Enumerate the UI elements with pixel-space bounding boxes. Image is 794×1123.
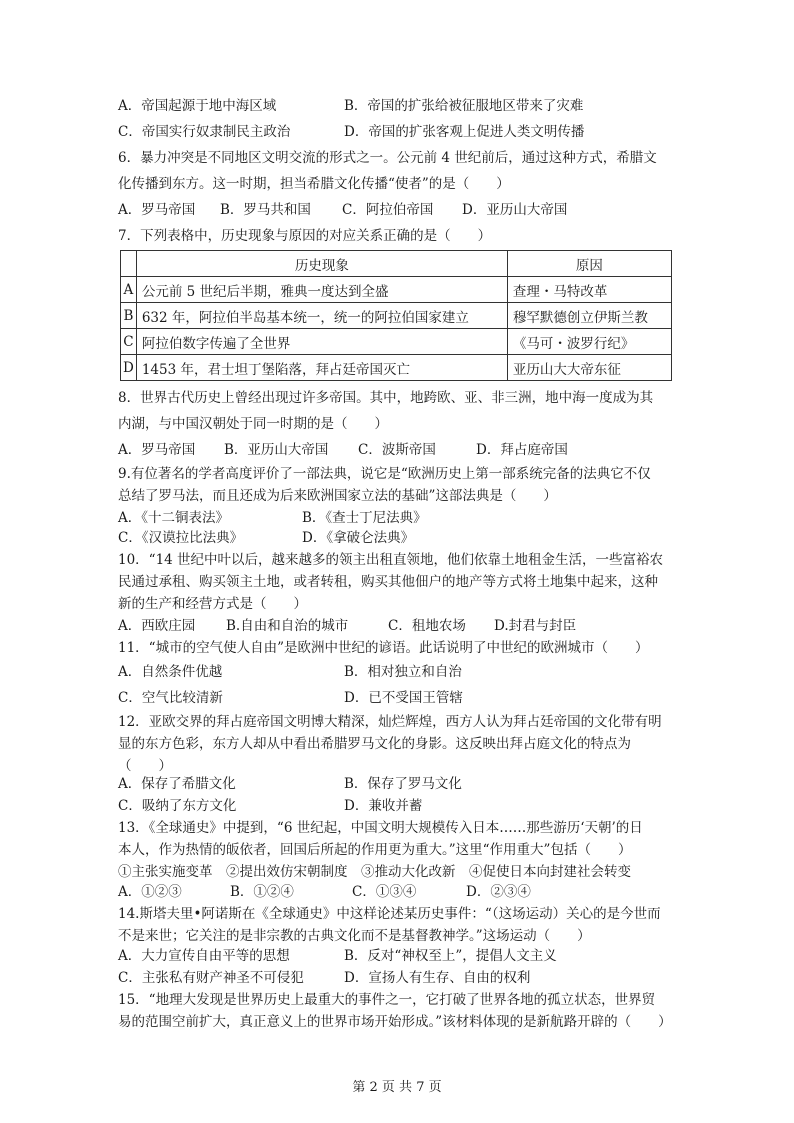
q15-stem-line2: 易的范围空前扩大，真正意义上的世界市场开始形成。”该材料体现的是新航路开辟的（ ） — [118, 1014, 672, 1030]
q11-option-c: C．空气比较清新 — [118, 690, 223, 706]
q14-option-c: C．主张私有财产神圣不可侵犯 — [118, 970, 304, 986]
q14-option-b: B．反对“神权至上”，提倡人文主义 — [344, 948, 557, 964]
q10-option-c: C．租地农场 — [388, 618, 466, 634]
q13-option-c: C．①③④ — [352, 884, 417, 900]
q7-row-reason: 穆罕默德创立伊斯兰教 — [507, 303, 671, 329]
q13-option-d: D．②③④ — [466, 884, 531, 900]
q10-option-b: B.自由和自治的城市 — [226, 618, 349, 634]
q13-option-b: B．①②④ — [230, 884, 294, 900]
q13-stem-line3: ①主张实施变革 ②提出效仿宋朝制度 ③推动大化改新 ④促使日本向封建社会转变 — [118, 864, 631, 880]
q7-table — [120, 250, 672, 381]
q12-option-b: B．保存了罗马文化 — [344, 776, 462, 792]
q9-stem-line1: 9.有位著名的学者高度评价了一部法典，说它是“欧洲历史上第一部系统完备的法典它不仅 — [118, 466, 651, 482]
q7-header-key — [121, 251, 137, 277]
q15-stem-line1: 15．“地理大发现是世界历史上最重大的事件之一，它打破了世界各地的孤立状态，世界贸 — [118, 992, 656, 1008]
q7-row-phenomenon: 阿拉伯数字传遍了全世界 — [136, 329, 507, 355]
q10-stem-line2: 民通过承租、购买领主土地，或者转租，购买其他佃户的地产等方式将土地集中起来，这种 — [118, 574, 658, 590]
q7-row-reason: 《马可・波罗行纪》 — [507, 329, 671, 355]
q11-stem: 11．“城市的空气使人自由”是欧洲中世纪的谚语。此话说明了中世纪的欧洲城市（ ） — [118, 640, 649, 656]
q7-header-reason: 原因 — [507, 251, 671, 277]
q7-row-key: B — [121, 303, 137, 329]
q8-stem-line1: 8．世界古代历史上曾经出现过许多帝国。其中，地跨欧、亚、非三洲，地中海一度成为其 — [118, 390, 654, 406]
q12-option-a: A．保存了希腊文化 — [118, 776, 236, 792]
q5-option-b: B．帝国的扩张给被征服地区带来了灾难 — [344, 98, 584, 114]
q13-option-a: A．①②③ — [118, 884, 182, 900]
q11-option-a: A．自然条件优越 — [118, 664, 223, 680]
q9-option-d: D．《拿破仑法典》 — [302, 530, 415, 546]
q9-stem-line2: 总结了罗马法，而且还成为后来欧洲国家立法的基础”这部法典是（ ） — [118, 488, 557, 504]
q7-header-phenomenon: 历史现象 — [136, 251, 507, 277]
q6-option-b: B．罗马共和国 — [220, 202, 311, 218]
q7-row-reason: 查理・马特改革 — [507, 277, 671, 303]
q7-row-phenomenon: 1453 年，君士坦丁堡陷落，拜占廷帝国灭亡 — [136, 355, 507, 381]
q5-option-a: A．帝国起源于地中海区域 — [118, 98, 277, 114]
q14-option-d: D．宣扬人有生存、自由的权利 — [344, 970, 531, 986]
q5-option-d: D．帝国的扩张客观上促进人类文明传播 — [344, 124, 585, 140]
q8-stem-line2: 内湖，与中国汉朝处于同一时期的是（ ） — [118, 416, 388, 432]
q12-option-d: D．兼收并蓄 — [344, 798, 423, 814]
q8-option-c: C．波斯帝国 — [358, 442, 436, 458]
q5-option-c: C．帝国实行奴隶制民主政治 — [118, 124, 291, 140]
q6-stem-line2: 化传播到东方。这一时期，担当希腊文化传播“使者”的是（ ） — [118, 176, 510, 192]
q6-option-d: D．亚历山大帝国 — [462, 202, 568, 218]
table-row — [121, 277, 672, 303]
q6-option-a: A．罗马帝国 — [118, 202, 196, 218]
q8-option-d: D．拜占庭帝国 — [476, 442, 568, 458]
table-row — [121, 303, 672, 329]
q7-row-phenomenon: 632 年，阿拉伯半岛基本统一，统一的阿拉伯国家建立 — [136, 303, 507, 329]
table-row — [121, 355, 672, 381]
q7-stem: 7．下列表格中，历史现象与原因的对应关系正确的是（ ） — [118, 228, 492, 244]
q11-option-d: D．已不受国王管辖 — [344, 690, 463, 706]
q6-option-c: C．阿拉伯帝国 — [342, 202, 434, 218]
q11-option-b: B．相对独立和自治 — [344, 664, 462, 680]
q12-option-c: C．吸纳了东方文化 — [118, 798, 237, 814]
q9-option-b: B．《查士丁尼法典》 — [302, 510, 427, 526]
q7-row-phenomenon: 公元前 5 世纪后半期，雅典一度达到全盛 — [136, 277, 507, 303]
q14-option-a: A．大力宣传自由平等的思想 — [118, 948, 290, 964]
q10-stem-line1: 10．“14 世纪中叶以后，越来越多的领主出租直领地，他们依靠土地租金生活，一些富裕农 — [118, 552, 664, 568]
q10-option-d: D.封君与封臣 — [494, 618, 577, 634]
page-number: 第 2 页 共 7 页 — [352, 1080, 442, 1095]
q13-stem-line2: 本人，作为热情的皈依者，回国后所起的作用更为重大。”这里“作用重大”包括（ ） — [118, 842, 632, 858]
q9-option-c: C．《汉谟拉比法典》 — [118, 530, 244, 546]
q7-row-key: A — [121, 277, 137, 303]
q7-row-key: C — [121, 329, 137, 355]
q7-row-key: D — [121, 355, 137, 381]
q10-stem-line3: 新的生产和经营方式是（ ） — [118, 596, 307, 612]
q7-row-reason: 亚历山大大帝东征 — [507, 355, 671, 381]
q6-stem-line1: 6．暴力冲突是不同地区文明交流的形式之一。公元前 4 世纪前后，通过这种方式，希腊文 — [118, 150, 657, 166]
q13-stem-line1: 13．《全球通史》中提到，“6 世纪起，中国文明大规模传入日本……那些游历‘天朝’的日 — [118, 820, 643, 836]
q12-stem-line1: 12．亚欧交界的拜占庭帝国文明博大精深，灿烂辉煌，西方人认为拜占廷帝国的文化带有明 — [118, 714, 662, 730]
q14-stem-line2: 不是来世；它关注的是非宗教的古典文化而不是基督教神学。”这场运动（ ） — [118, 928, 591, 944]
q14-stem-line1: 14.斯塔夫里•阿诺斯在《全球通史》中这样论述某历史事件：“（这场运动）关心的是今世而 — [118, 906, 661, 922]
q8-option-a: A．罗马帝国 — [118, 442, 196, 458]
q8-option-b: B．亚历山大帝国 — [224, 442, 329, 458]
q10-option-a: A．西欧庄园 — [118, 618, 196, 634]
q12-stem-line3: （ ） — [118, 758, 172, 774]
table-row — [121, 329, 672, 355]
q12-stem-line2: 显的东方色彩，东方人却从中看出希腊罗马文化的身影。这反映出拜占庭文化的特点为 — [118, 736, 631, 752]
q9-option-a: A．《十二铜表法》 — [118, 510, 229, 526]
